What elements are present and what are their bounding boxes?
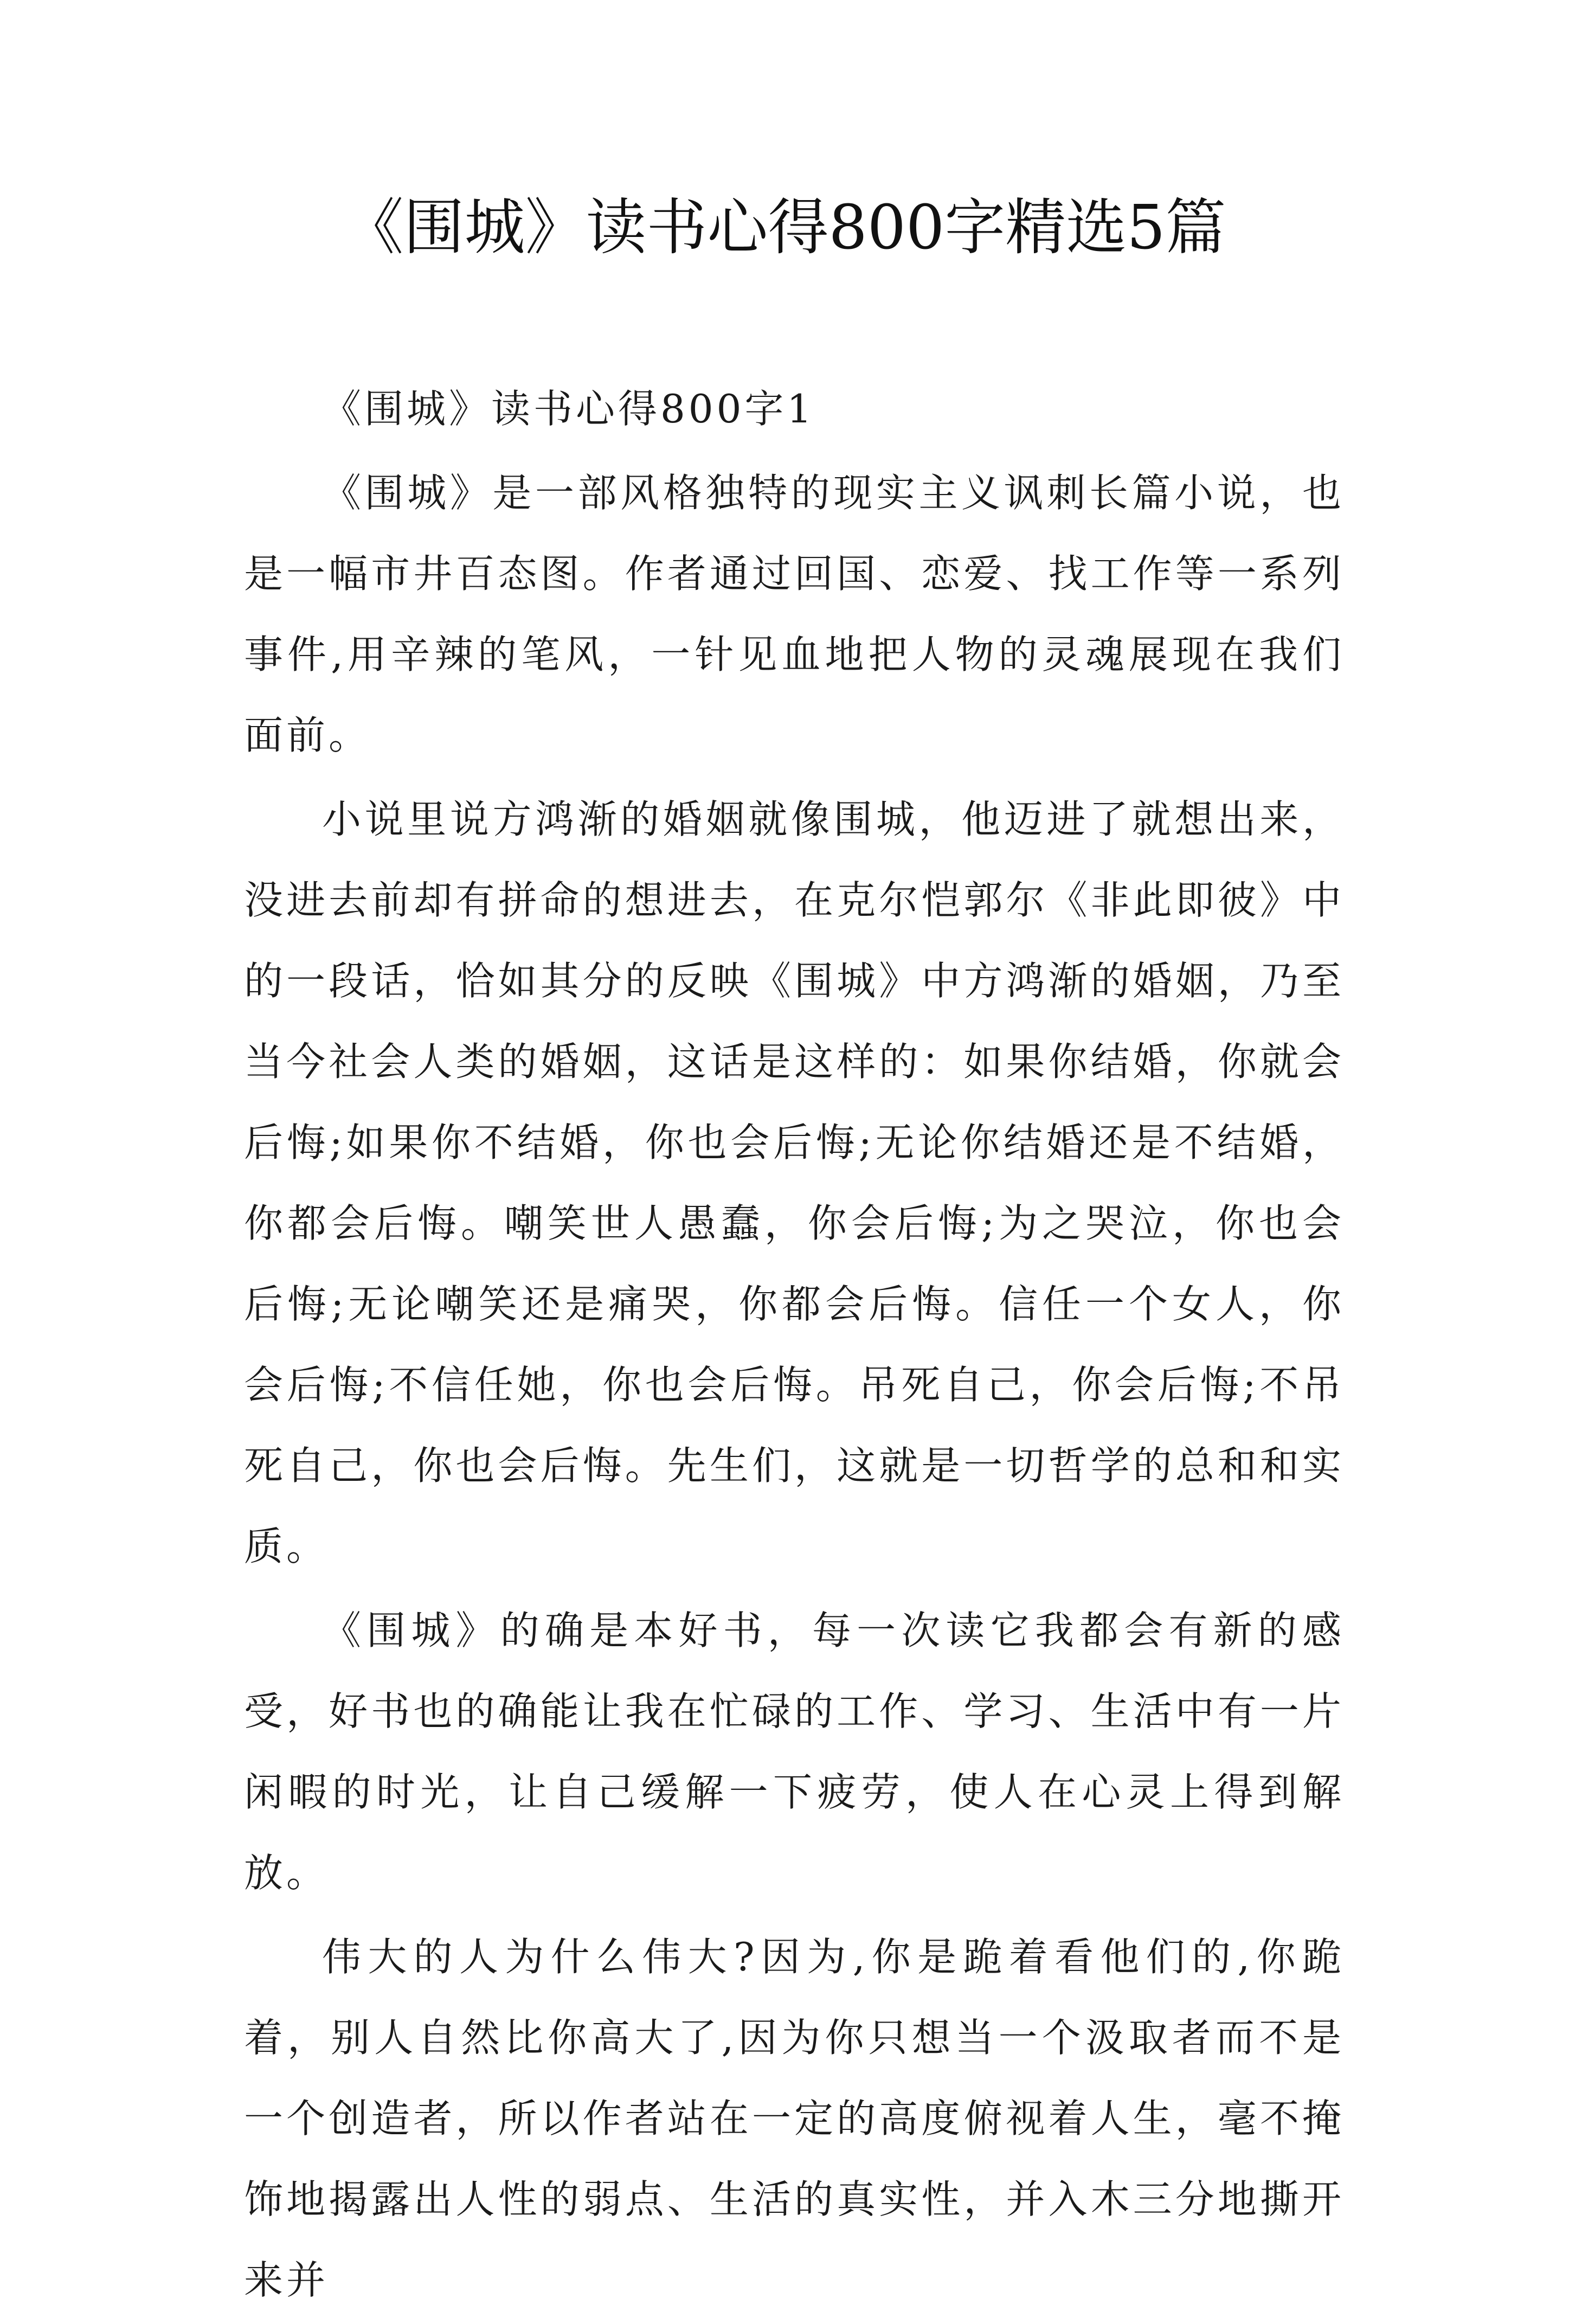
document-body <box>244 369 1345 2324</box>
paragraph: 小说里说方鸿渐的婚姻就像围城，他迈进了就想出来，没进去前却有拼命的想进去，在克尔恺郭尔《非此即彼》中的一段话，恰如其分的反映《围城》中方鸿渐的婚姻，乃至当今社会人类的婚姻，这话是这样的：如果你结婚，你就会后悔;如果你不结婚，你也会后悔;无论你结婚还是不结婚，你都会后悔。嘲笑世人愚蠢，你会后悔;为之哭泣，你也会后悔;无论嘲笑还是痛哭，你都会后悔。信任一个女人，你会后悔;不信任她，你也会后悔。吊死自己，你会后悔;不吊死自己，你也会后悔。先生们，这就是一切哲学的总和和实质。 <box>244 797 1345 1569</box>
paragraph: 伟大的人为什么伟大?因为,你是跪着看他们的,你跪着，别人自然比你高大了,因为你只想当一个汲取者而不是一个创造者，所以作者站在一定的高度俯视着人生，毫不掩饰地揭露出人性的弱点、生活的真实性，并入木三分地撕开来并 <box>244 1934 1345 2303</box>
section-heading: 《围城》读书心得800字1 <box>322 386 815 432</box>
paragraph: 《围城》是一部风格独特的现实主义讽刺长篇小说，也是一幅市井百态图。作者通过回国、恋爱、找工作等一系列事件,用辛辣的笔风，一针见血地把人物的灵魂展现在我们面前。 <box>244 470 1345 758</box>
paragraph: 《围城》的确是本好书，每一次读它我都会有新的感受，好书也的确能让我在忙碌的工作、学习、生活中有一片闲暇的时光，让自己缓解一下疲劳，使人在心灵上得到解放。 <box>244 1608 1345 1896</box>
document-title: 《围城》读书心得800字精选5篇 <box>343 192 1226 263</box>
